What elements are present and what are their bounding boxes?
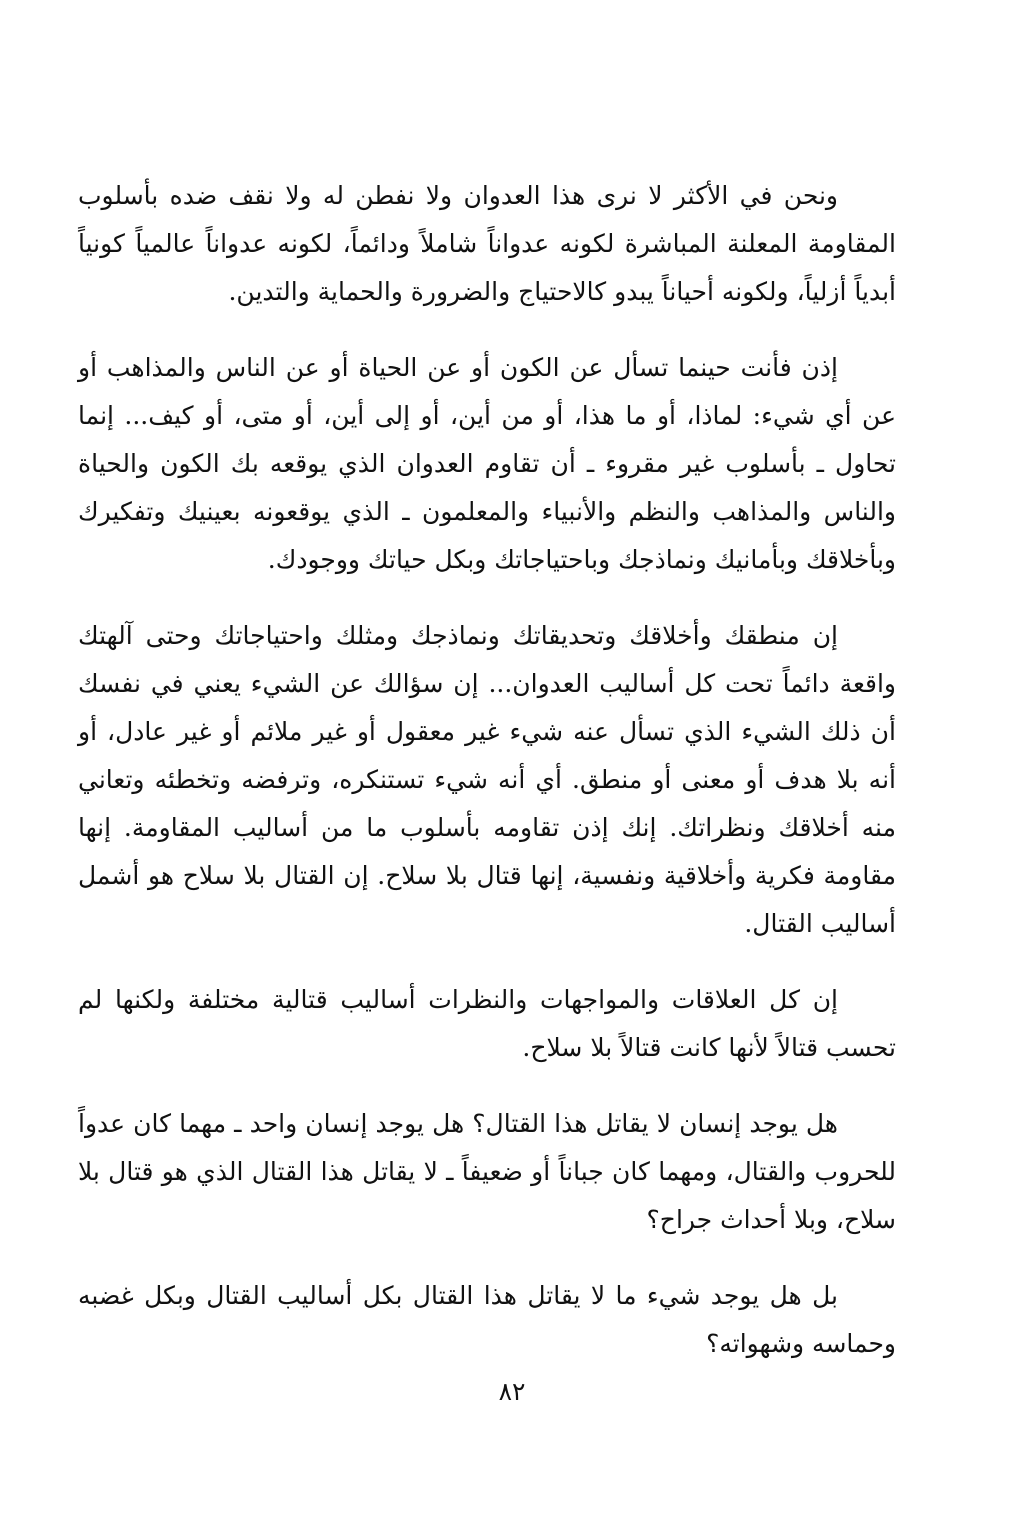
paragraph-6: بل هل يوجد شيء ما لا يقاتل هذا القتال بكل أساليب القتال وبكل غضبه وحماسه وشهواته؟ — [78, 1281, 896, 1358]
body-text — [78, 172, 896, 1394]
paragraph-2: إذن فأنت حينما تسأل عن الكون أو عن الحياة أو عن الناس والمذاهب أو عن أي شيء: لماذا، أو ما هذا، أو من أين، أو إلى أين، أو متى، أو كيف... إنما تحاول ـ بأسلوب غير مقروء ـ أن تقاوم العدوان الذي يوقعه بك الكون والحياة والناس والمذاهب والنظم والأنبياء والمعلمون ـ الذي يوقعونه بعينيك وتفكيرك وبأخلاقك وبأمانيك ونماذجك وباحتياجاتك وبكل حياتك ووجودك. — [78, 353, 896, 574]
paragraph-1: ونحن في الأكثر لا نرى هذا العدوان ولا نفطن له ولا نقف ضده بأسلوب المقاومة المعلنة المباشرة لكونه عدواناً شاملاً ودائماً، لكونه عدواناً عالمياً كونياً أبدياً أزلياً، ولكونه أحياناً يبدو كالاحتياج والضرورة والحماية والتدين. — [78, 181, 896, 306]
paragraph-4: إن كل العلاقات والمواجهات والنظرات أساليب قتالية مختلفة ولكنها لم تحسب قتالاً لأنها كانت قتالاً بلا سلاح. — [78, 985, 896, 1062]
page-number: ٨٢ — [498, 1377, 526, 1406]
paragraph-3: إن منطقك وأخلاقك وتحديقاتك ونماذجك ومثلك واحتياجاتك وحتى آلهتك واقعة دائماً تحت كل أساليب العدوان... إن سؤالك عن الشيء يعني في نفسك أن ذلك الشيء الذي تسأل عنه شيء غير معقول أو غير ملائم أو غير عادل، أو أنه بلا هدف أو معنى أو منطق. أي أنه شيء تستنكره، وترفضه وتخطئه وتعاني منه أخلاقك ونظراتك. إنك إذن تقاومه بأسلوب ما من أساليب المقاومة. إنها مقاومة فكرية وأخلاقية ونفسية، إنها قتال بلا سلاح. إن القتال بلا سلاح هو أشمل أساليب القتال. — [78, 621, 896, 938]
paragraph-5: هل يوجد إنسان لا يقاتل هذا القتال؟ هل يوجد إنسان واحد ـ مهما كان عدواً للحروب والقتال، ومهما كان جباناً أو ضعيفاً ـ لا يقاتل هذا القتال الذي هو قتال بلا سلاح، وبلا أحداث جراح؟ — [78, 1109, 896, 1234]
